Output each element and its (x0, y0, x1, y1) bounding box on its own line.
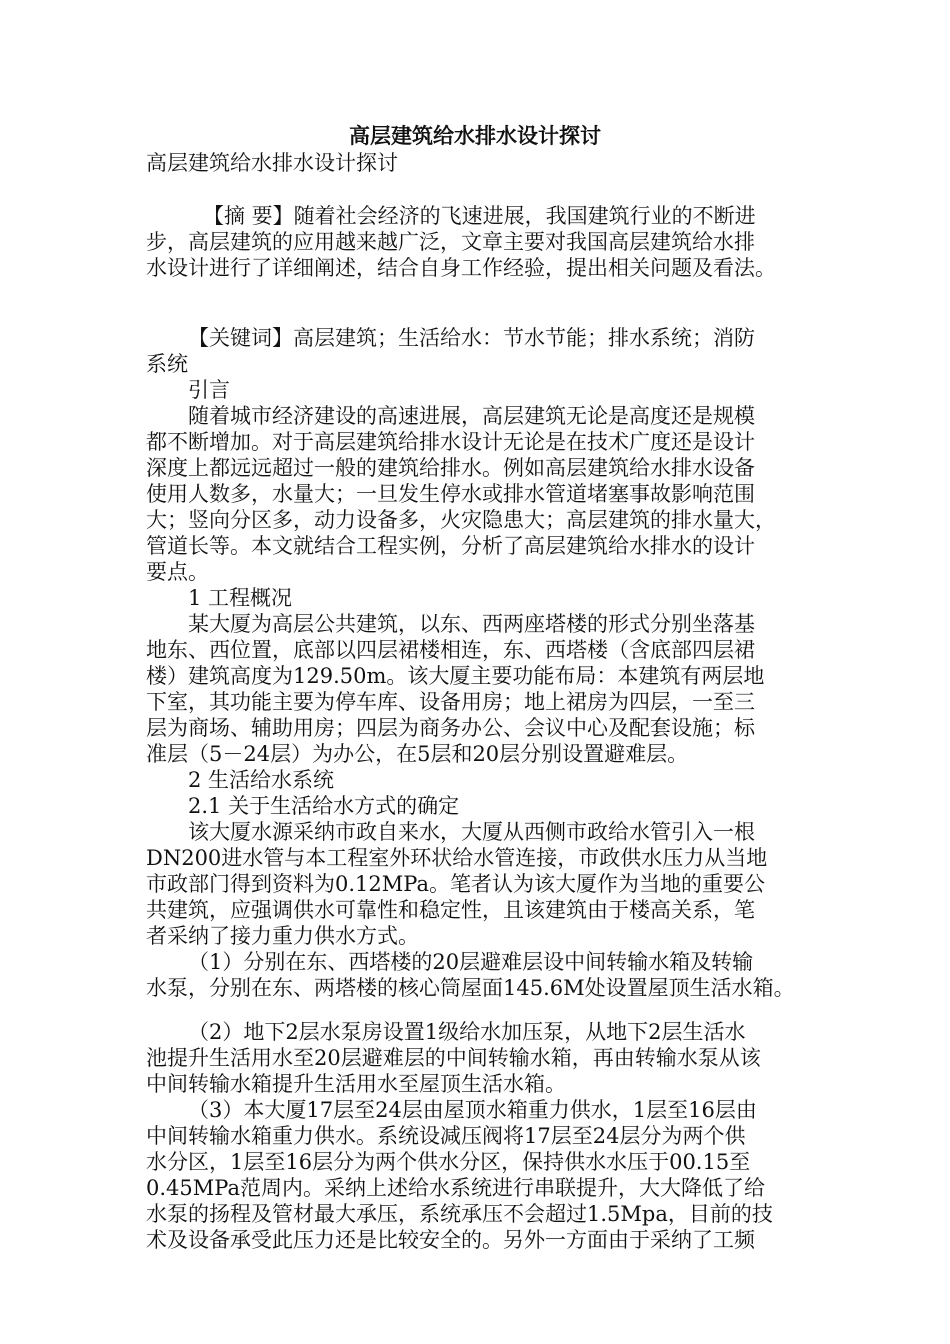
paragraph-line: 随着城市经济建设的高速进展，高层建筑无论是高度还是规模 (188, 404, 755, 428)
paragraph-line: 中间转输水箱重力供水。系统设减压阀将17层至24层分为两个供 (146, 1124, 746, 1148)
paragraph-line: 都不断增加。对于高层建筑给排水设计无论是在技术广度还是设计 (146, 430, 755, 454)
abstract-line: 【摘 要】随着社会经济的飞速进展，我国建筑行业的不断进 (203, 204, 756, 228)
section-heading: 2 生活给水系统 (188, 768, 335, 792)
paragraph-line: 要点。 (146, 560, 209, 584)
paragraph-line: 某大厦为高层公共建筑，以东、西两座塔楼的形式分别坐落基 (188, 612, 755, 636)
paragraph-line: DN200进水管与本工程室外环状给水管连接，市政供水压力从当地 (146, 846, 768, 870)
paragraph-line: 者采纳了接力重力供水方式。 (146, 924, 419, 948)
paragraph-line: 管道长等。本文就结合工程实例，分析了高层建筑给水排水的设计 (146, 534, 755, 558)
paragraph-line: 水泵，分别在东、两塔楼的核心筒屋面145.6M处设置屋顶生活水箱。 (146, 976, 795, 1000)
paragraph-line: 该大厦水源采纳市政自来水，大厦从西侧市政给水管引入一根 (188, 820, 755, 844)
paragraph-line: （3）本大厦17层至24层由屋顶水箱重力供水，1层至16层由 (188, 1098, 757, 1122)
section-heading: 1 工程概况 (188, 586, 293, 610)
paragraph-line: 准层（5－24层）为办公，在5层和20层分别设置避难层。 (146, 742, 689, 766)
paragraph-line: 术及设备承受此压力还是比较安全的。另外一方面由于采纳了工频 (146, 1228, 755, 1252)
document-subtitle: 高层建筑给水排水设计探讨 (146, 151, 398, 175)
paragraph-line: 池提升生活用水至20层避难层的中间转输水箱，再由转输水泵从该 (146, 1046, 761, 1070)
paragraph-line: 市政部门得到资料为0.12MPa。笔者认为该大厦作为当地的重要公 (146, 872, 765, 896)
paragraph-line: 下室，其功能主要为停车库、设备用房；地上裙房为四层，一至三 (146, 690, 755, 714)
paragraph-line: 中间转输水箱提升生活用水至屋顶生活水箱。 (146, 1072, 566, 1096)
subsection-heading: 2.1 关于生活给水方式的确定 (188, 794, 460, 818)
abstract-line: 水设计进行了详细阐述，结合自身工作经验，提出相关问题及看法。 (146, 256, 776, 280)
paragraph-line: 层为商场、辅助用房；四层为商务办公、会议中心及配套设施；标 (146, 716, 755, 740)
paragraph-line: 大；竖向分区多，动力设备多，火灾隐患大；高层建筑的排水量大， (146, 508, 776, 532)
paragraph-line: 地东、西位置，底部以四层裙楼相连，东、西塔楼（含底部四层裙 (146, 638, 755, 662)
keywords-line: 【关键词】高层建筑；生活给水：节水节能；排水系统；消防 (188, 326, 755, 350)
paragraph-line: （1）分别在东、西塔楼的20层避难层设中间转输水箱及转输 (188, 950, 754, 974)
paragraph-line: （2）地下2层水泵房设置1级给水加压泵，从地下2层生活水 (188, 1020, 746, 1044)
paragraph-line: 0.45MPa范周内。采纳上述给水系统进行串联提升，大大降低了给 (146, 1176, 765, 1200)
paragraph-line: 共建筑，应强调供水可靠性和稳定性，且该建筑由于楼高关系，笔 (146, 898, 755, 922)
section-heading: 引言 (188, 378, 230, 402)
paragraph-line: 深度上都远远超过一般的建筑给排水。例如高层建筑给水排水设备 (146, 456, 755, 480)
paragraph-line: 使用人数多，水量大；一旦发生停水或排水管道堵塞事故影响范围 (146, 482, 755, 506)
abstract-line: 步，高层建筑的应用越来越广泛，文章主要对我国高层建筑给水排 (146, 230, 755, 254)
keywords-line: 系统 (146, 352, 188, 376)
document-title: 高层建筑给水排水设计探讨 (349, 123, 601, 148)
paragraph-line: 楼）建筑高度为129.50m。该大厦主要功能布局：本建筑有两层地 (146, 664, 765, 688)
paragraph-line: 水分区，1层至16层分为两个供水分区，保持供水水压于00.15至 (146, 1150, 751, 1174)
paragraph-line: 水泵的扬程及管材最大承压，系统承压不会超过1.5Mpa，目前的技 (146, 1202, 773, 1226)
